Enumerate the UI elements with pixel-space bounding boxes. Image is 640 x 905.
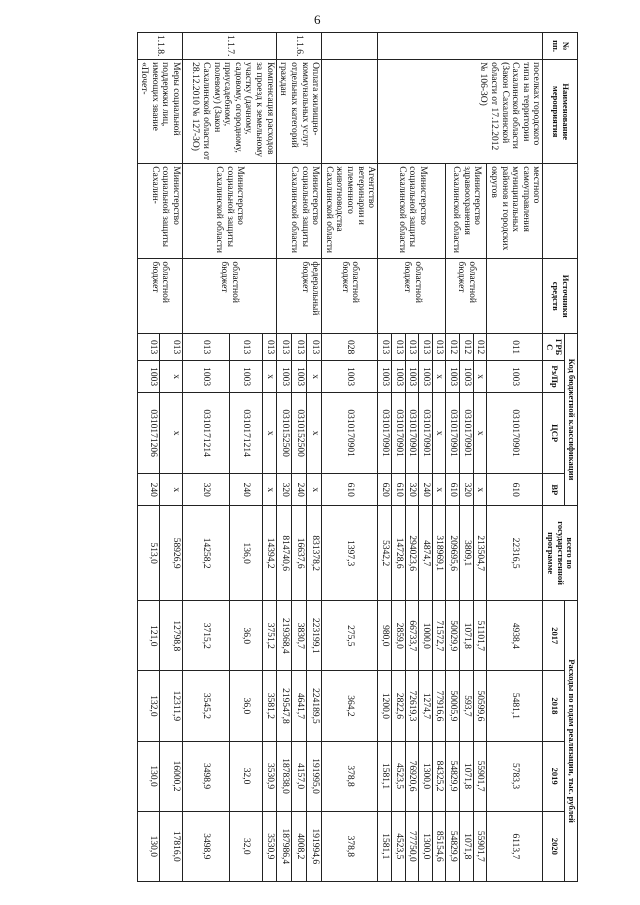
row-source: областной бюджет [183,259,277,334]
cell-vr: х [473,474,487,506]
cell-rzpr: 1003 [446,361,460,393]
cell-2019: 1300,0 [419,741,433,811]
cell-vr: 320 [183,474,230,506]
cell-vr: 620 [378,474,392,506]
cell-total: 3809,1 [460,506,474,601]
cell-rzpr: 1003 [183,361,230,393]
budget-table [137,32,578,882]
cell-2019: 378,8 [322,741,378,811]
cell-2018: 1200,0 [378,671,392,741]
cell-vr: х [160,474,183,506]
cell-2019: 55901,7 [473,741,487,811]
cell-csr: 0310171214 [230,392,263,474]
cell-2018: 3545,2 [183,671,230,741]
cell-2017: 3715,2 [183,601,230,671]
cell-rzpr: 1003 [230,361,263,393]
cell-csr: 0310170901 [487,392,543,474]
cell-2018: 36,0 [230,671,263,741]
cell-grbs: 012 [460,334,474,361]
cell-total: 22316,5 [487,506,543,601]
row-source: федеральный бюджет [276,259,322,334]
table-row [322,33,378,882]
cell-2017: 3830,7 [291,601,306,671]
cell-total: 814740,6 [276,506,291,601]
cell-2020: 1071,8 [460,811,474,881]
cell-rzpr: х [473,361,487,393]
cell-2018: 5481,1 [487,671,543,741]
cell-2017: 1071,8 [460,601,474,671]
cell-2017: 980,0 [378,601,392,671]
cell-csr: х [473,392,487,474]
cell-csr: х [307,392,322,474]
page-number: 6 [314,12,321,27]
cell-rzpr: 1003 [378,361,392,393]
header-year-2019: 2019 [543,741,565,811]
cell-2018: 12311,9 [160,671,183,741]
cell-2019: 187838,0 [276,741,291,811]
cell-vr: 240 [419,474,433,506]
cell-rzpr: х [307,361,322,393]
cell-2020: 378,8 [322,811,378,881]
cell-2019: 16000,2 [160,741,183,811]
cell-2019: 5783,3 [487,741,543,811]
cell-2019: 4523,5 [391,741,405,811]
row-source: областной бюджет [446,259,487,334]
cell-2019: 54829,9 [446,741,460,811]
cell-2018: 132,0 [137,671,160,741]
cell-2017: 12798,8 [160,601,183,671]
cell-total: 136,0 [230,506,263,601]
header-by-years: Расходы по годам реализации, тыс. рублей [565,601,578,882]
cell-vr: 240 [230,474,263,506]
row-num [378,33,543,60]
cell-2019: 4157,0 [291,741,306,811]
cell-rzpr: 1003 [276,361,291,393]
cell-grbs: 013 [276,334,291,361]
cell-grbs: 013 [291,334,306,361]
cell-2018: 224189,5 [307,671,322,741]
row-executor: Министерство социальной защиты Сахалинской области [378,164,446,259]
cell-2018: 1274,7 [419,671,433,741]
cell-2017: 219368,4 [276,601,291,671]
cell-total: 4874,7 [419,506,433,601]
cell-2018: 593,7 [460,671,474,741]
cell-grbs: 011 [487,334,543,361]
cell-grbs: 013 [419,334,433,361]
cell-vr: х [263,474,277,506]
header-grbs: ГРБ С [543,334,565,361]
header-csr: ЦСР [543,392,565,474]
row-source: областной бюджет [378,259,446,334]
cell-rzpr: 1003 [460,361,474,393]
cell-vr: 240 [137,474,160,506]
header-source: Источники средств [543,259,578,334]
cell-total: 209695,6 [446,506,460,601]
cell-2019: 191995,0 [307,741,322,811]
cell-2018: 4641,7 [291,671,306,741]
cell-2019: 84325,2 [432,741,446,811]
cell-2020: 32,0 [230,811,263,881]
header-year-2020: 2020 [543,811,565,881]
cell-total: 1397,3 [322,506,378,601]
cell-rzpr: 1003 [487,361,543,393]
cell-2017: 1000,0 [419,601,433,671]
cell-csr: 0310170901 [419,392,433,474]
cell-2020: 6113,7 [487,811,543,881]
row-num [322,33,378,60]
cell-csr: 0310170901 [322,392,378,474]
cell-2020: 130,0 [137,811,160,881]
cell-csr: 0310170901 [460,392,474,474]
row-num: 1.1.6. [276,33,322,60]
cell-csr: х [160,392,183,474]
cell-total: 213504,7 [473,506,487,601]
cell-2018: 72619,3 [405,671,419,741]
row-source: областной бюджет [322,259,378,334]
cell-2017: 3751,2 [263,601,277,671]
cell-2017: 2859,0 [391,601,405,671]
cell-rzpr: х [432,361,446,393]
cell-grbs: 012 [473,334,487,361]
cell-2017: 51101,7 [473,601,487,671]
cell-total: 14258,2 [183,506,230,601]
header-total: всего по государственной программе [543,506,578,601]
row-name [322,60,378,164]
cell-total: 16637,6 [291,506,306,601]
cell-total: 14728,6 [391,506,405,601]
cell-2018: 50599,6 [473,671,487,741]
cell-2020: 55901,7 [473,811,487,881]
cell-2020: 1581,1 [378,811,392,881]
cell-total: 831378,2 [307,506,322,601]
cell-vr: 610 [322,474,378,506]
cell-rzpr: 1003 [419,361,433,393]
rotated-page [18,32,578,882]
cell-vr: 240 [291,474,306,506]
cell-grbs: 013 [405,334,419,361]
cell-vr: х [432,474,446,506]
cell-vr: 320 [460,474,474,506]
cell-2020: 1300,0 [419,811,433,881]
cell-vr: 610 [446,474,460,506]
header-name: Наименование мероприятия [543,60,578,164]
cell-2018: 77916,6 [432,671,446,741]
cell-vr: 320 [405,474,419,506]
cell-2020: 54829,9 [446,811,460,881]
row-executor: местного самоуправления муниципальных районов и городских округов [487,164,543,259]
cell-2017: 275,5 [322,601,378,671]
cell-grbs: 013 [137,334,160,361]
table-row [487,33,543,882]
cell-2019: 1581,1 [378,741,392,811]
cell-csr: 0310170901 [405,392,419,474]
row-num: 1.1.8. [137,33,183,60]
cell-2020: 187986,4 [276,811,291,881]
row-name: Оплата жилищно-коммунальных услуг отдельных категорий граждан [276,60,322,164]
cell-csr: х [432,392,446,474]
cell-csr: 0310152500 [276,392,291,474]
cell-vr: 610 [487,474,543,506]
cell-grbs: 013 [432,334,446,361]
cell-vr: х [307,474,322,506]
cell-2020: 77750,0 [405,811,419,881]
cell-vr: 320 [276,474,291,506]
cell-2017: 71572,7 [432,601,446,671]
row-executor: Министерство социальной защиты Сахалинской области [183,164,277,259]
cell-grbs: 013 [378,334,392,361]
cell-grbs: 013 [307,334,322,361]
header-year-2017: 2017 [543,601,565,671]
header-kbk: Код бюджетной классификации [565,334,578,506]
cell-csr: 0310170901 [378,392,392,474]
cell-csr: 0310171214 [183,392,230,474]
cell-total: 318969,1 [432,506,446,601]
cell-2019: 76920,6 [405,741,419,811]
header-year-2018: 2018 [543,671,565,741]
cell-csr: 0310171206 [137,392,160,474]
row-name: Меры социальной поддержки лиц, имеющих звание «Почет- [137,60,183,164]
cell-2018: 50005,9 [446,671,460,741]
cell-2019: 3530,9 [263,741,277,811]
cell-grbs: 013 [263,334,277,361]
cell-grbs: 028 [322,334,378,361]
cell-grbs: 013 [391,334,405,361]
cell-rzpr: 1003 [137,361,160,393]
row-executor: Министерство здравоохранения Сахалинской области [446,164,487,259]
cell-csr: 0310152500 [291,392,306,474]
header-executor [543,164,578,259]
table-row [263,33,277,882]
header-rzpr: Рз/Пр [543,361,565,393]
cell-2017: 36,0 [230,601,263,671]
cell-grbs: 013 [160,334,183,361]
cell-2020: 3498,9 [183,811,230,881]
cell-2019: 3498,9 [183,741,230,811]
cell-total: 58926,9 [160,506,183,601]
cell-2019: 130,0 [137,741,160,811]
cell-rzpr: 1003 [405,361,419,393]
cell-rzpr: х [263,361,277,393]
header-num: № пп. [543,33,578,60]
row-executor: Министерство социальной защиты Сахалинской области [276,164,322,259]
row-num: 1.1.7. [183,33,277,60]
table-row [160,33,183,882]
row-source: областной бюджет [137,259,183,334]
cell-total: 14394,2 [263,506,277,601]
cell-2017: 66733,7 [405,601,419,671]
cell-2020: 4008,2 [291,811,306,881]
cell-2018: 3581,2 [263,671,277,741]
cell-2017: 4938,4 [487,601,543,671]
table-row [307,33,322,882]
cell-rzpr: 1003 [322,361,378,393]
cell-2019: 32,0 [230,741,263,811]
cell-2020: 4523,5 [391,811,405,881]
cell-csr: х [263,392,277,474]
cell-grbs: 012 [446,334,460,361]
cell-2017: 121,0 [137,601,160,671]
cell-2017: 50029,9 [446,601,460,671]
row-name: Компенсация расходов за проезд к земельному участку (дачному, садовому, огородному, приусадебному, полевому) (Закон Сахалинской области от 28.12.2010 № 127-ЗО) [183,60,277,164]
cell-rzpr: 1003 [391,361,405,393]
cell-csr: 0310170901 [446,392,460,474]
cell-grbs: 013 [230,334,263,361]
cell-total: 513,0 [137,506,160,601]
row-executor: Агентство ветеринарии и племенного животноводства Сахалинской области [322,164,378,259]
cell-total: 5342,2 [378,506,392,601]
cell-2018: 2822,6 [391,671,405,741]
cell-2018: 219547,8 [276,671,291,741]
cell-2019: 1071,8 [460,741,474,811]
cell-rzpr: 1003 [291,361,306,393]
cell-rzpr: х [160,361,183,393]
row-executor: Министерство социальной защиты Сахалин- [137,164,183,259]
row-source [487,259,543,334]
cell-2020: 17816,0 [160,811,183,881]
cell-2020: 3530,9 [263,811,277,881]
cell-2020: 191994,6 [307,811,322,881]
cell-2018: 364,2 [322,671,378,741]
cell-csr: 0310170901 [391,392,405,474]
cell-grbs: 013 [183,334,230,361]
header-row-1 [565,33,578,882]
cell-2020: 85154,6 [432,811,446,881]
cell-2017: 223199,1 [307,601,322,671]
cell-total: 294023,6 [405,506,419,601]
header-vr: ВР [543,474,565,506]
row-name: поселках городского типа на территории Сахалинской области (Закон Сахалинской области от 17.12.2012 № 106-ЗО) [378,60,543,164]
cell-vr: 610 [391,474,405,506]
